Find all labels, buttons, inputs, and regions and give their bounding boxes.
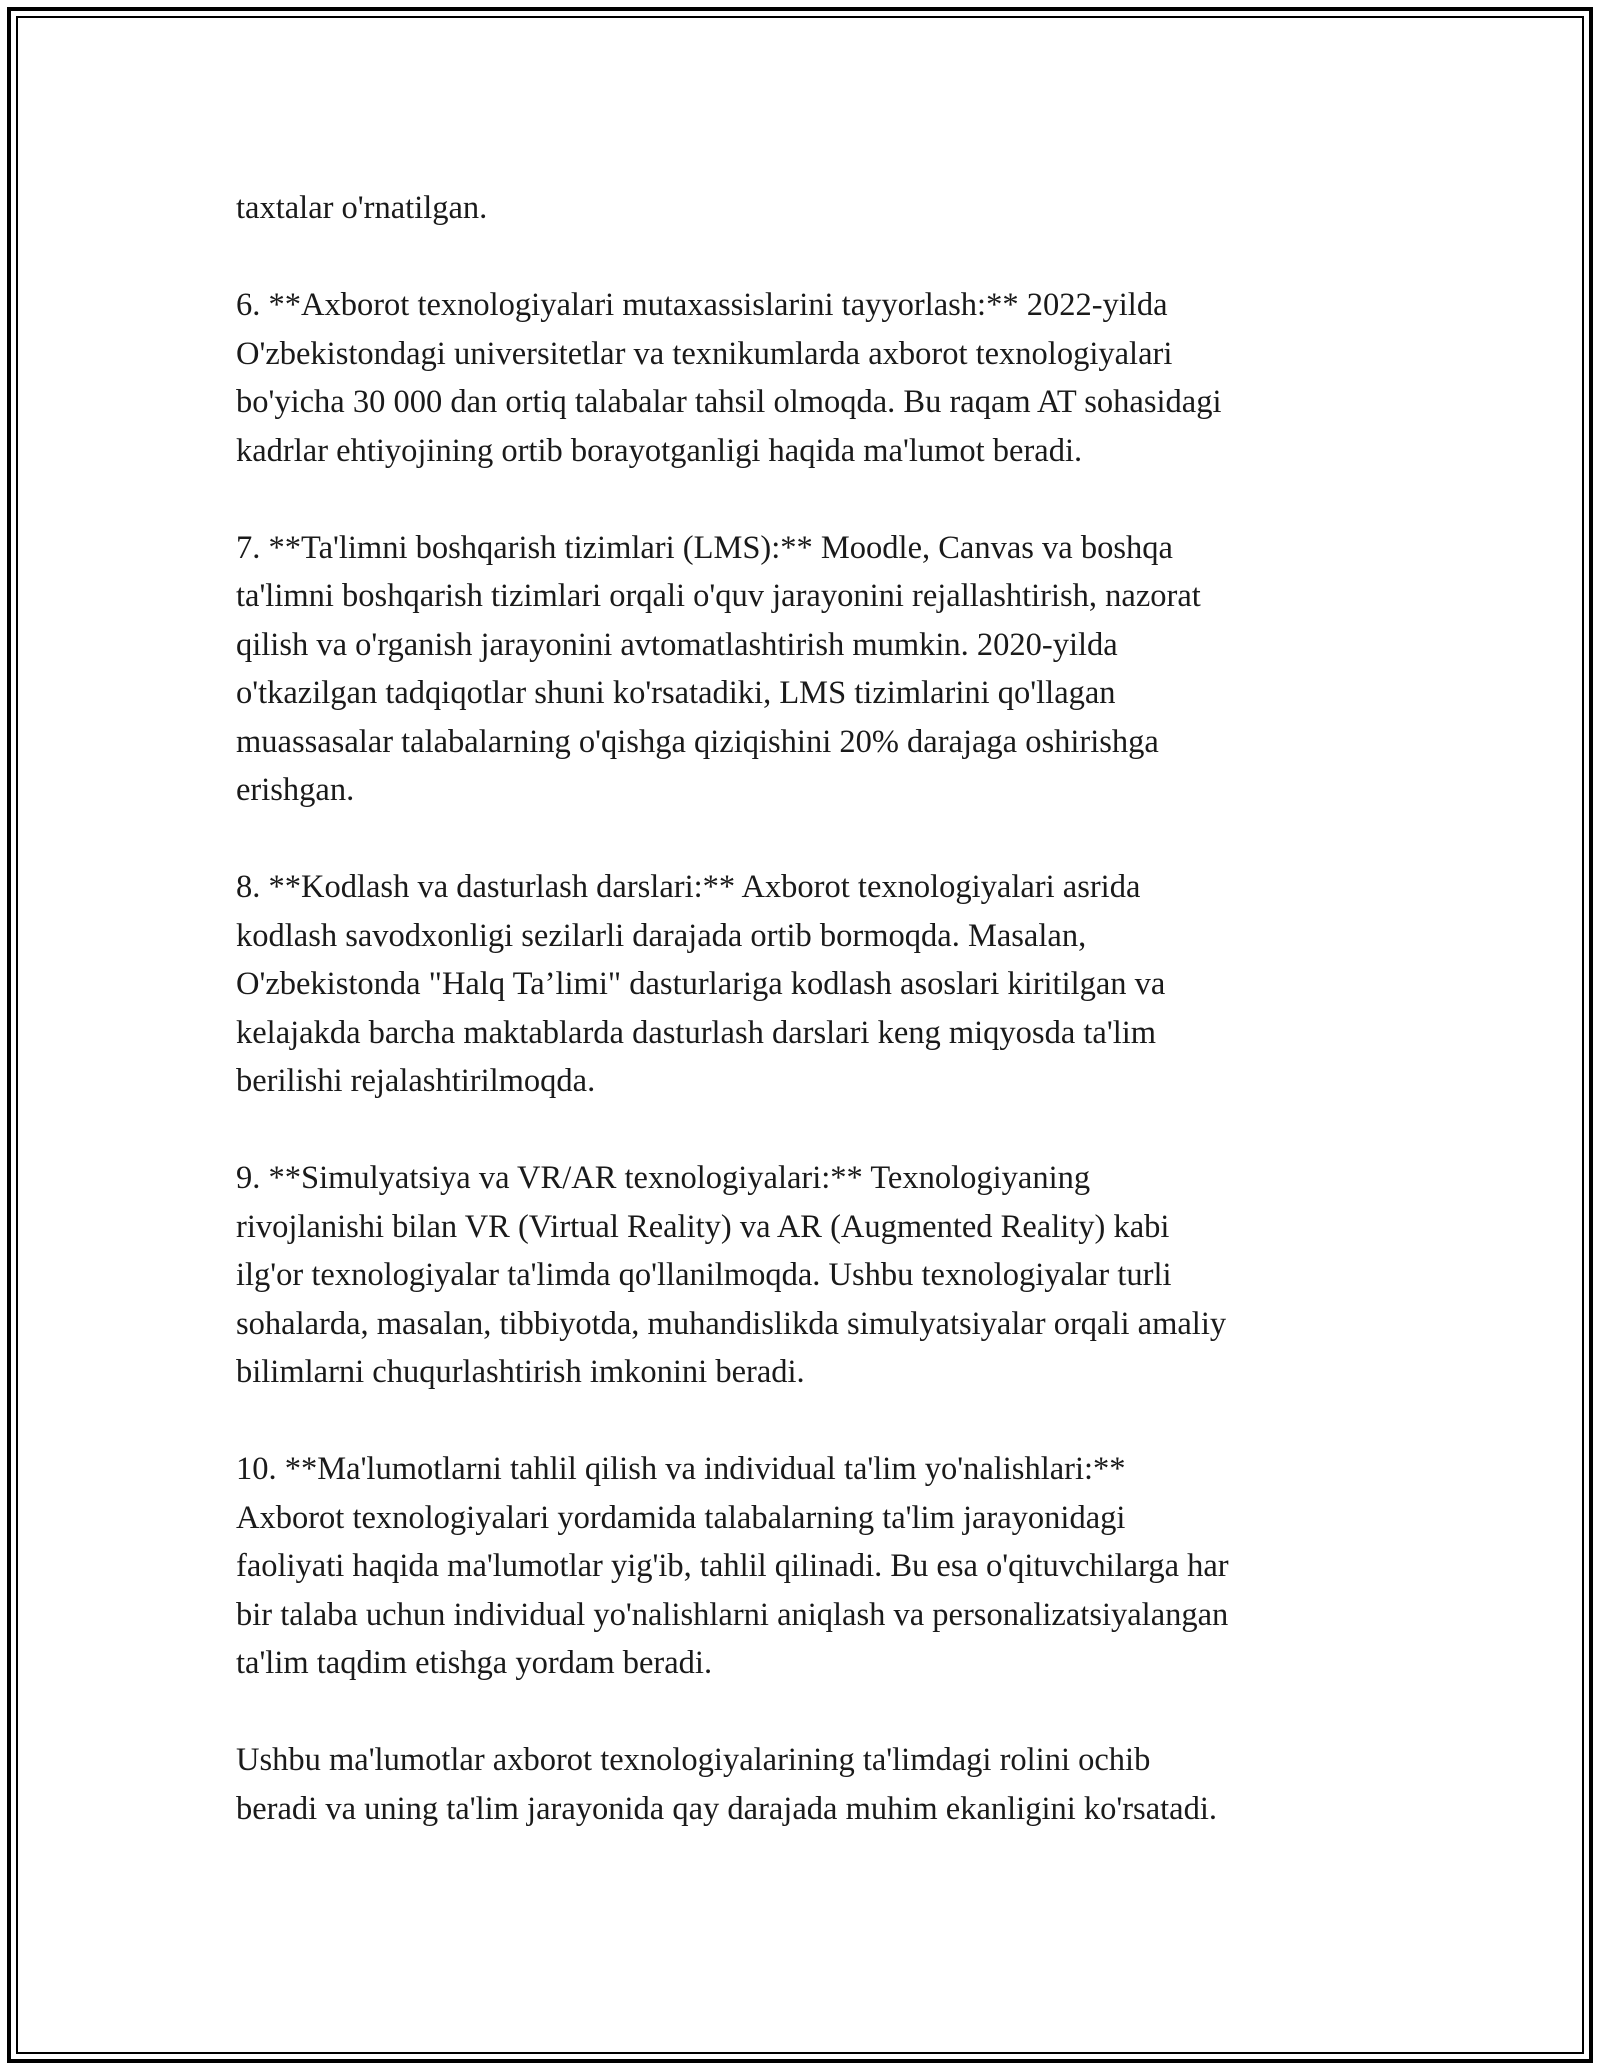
document-body [236, 184, 1376, 1833]
paragraph-item-8: 8. **Kodlash va dasturlash darslari:** Axborot texnologiyalari asrida kodlash savodxonligi sezilarli darajada ortib bormoqda. Masalan, O'zbekistonda "Halq Ta’limi" dasturlariga kodlash asoslari kiritilgan va kelajakda barcha maktablarda dasturlash darslari keng miqyosda ta'lim berilishi rejalashtirilmoqda. [236, 869, 1166, 1099]
paragraph-conclusion: Ushbu ma'lumotlar axborot texnologiyalarining ta'limdagi rolini ochib beradi va uning ta'lim jarayonida qay darajada muhim ekanligini ko'rsatadi. [236, 1742, 1217, 1827]
paragraph-item-9: 9. **Simulyatsiya va VR/AR texnologiyalari:** Texnologiyaning rivojlanishi bilan VR (Virtual Reality) va AR (Augmented Reality) kabi ilg'or texnologiyalar ta'limda qo'llanilmoqda. Ushbu texnologiyalar turli sohalarda, masalan, tibbiyotda, muhandislikda simulyatsiyalar orqali amaliy bilimlarni chuqurlashtirish imkonini beradi. [236, 1160, 1227, 1390]
paragraph-item-7: 7. **Ta'limni boshqarish tizimlari (LMS):** Moodle, Canvas va boshqa ta'limni boshqarish tizimlari orqali o'quv jarayonini rejallashtirish, nazorat qilish va o'rganish jarayonini avtomatlashtirish mumkin. 2020-yilda o'tkazilgan tadqiqotlar shuni ko'rsatadiki, LMS tizimlarini qo'llagan muassasalar talabalarning o'qishga qiziqishini 20% darajaga oshirishga erishgan. [236, 529, 1201, 808]
paragraph-item-10: 10. **Ma'lumotlarni tahlil qilish va individual ta'lim yo'nalishlari:** Axborot texnologiyalari yordamida talabalarning ta'lim jarayonidagi faoliyati haqida ma'lumotlar yig'ib, tahlil qilinadi. Bu esa o'qituvchilarga har bir talaba uchun individual yo'nalishlarni aniqlash va personalizatsiyalangan ta'lim taqdim etishga yordam beradi. [236, 1451, 1229, 1681]
paragraph-item-6: 6. **Axborot texnologiyalari mutaxassislarini tayyorlash:** 2022-yilda O'zbekistondagi universitetlar va texnikumlarda axborot texnologiyalari bo'yicha 30 000 dan ortiq talabalar tahsil olmoqda. Bu raqam AT sohasidagi kadrlar ehtiyojining ortib borayotganligi haqida ma'lumot beradi. [236, 287, 1222, 469]
paragraph-continuation: taxtalar o'rnatilgan. [236, 190, 488, 226]
